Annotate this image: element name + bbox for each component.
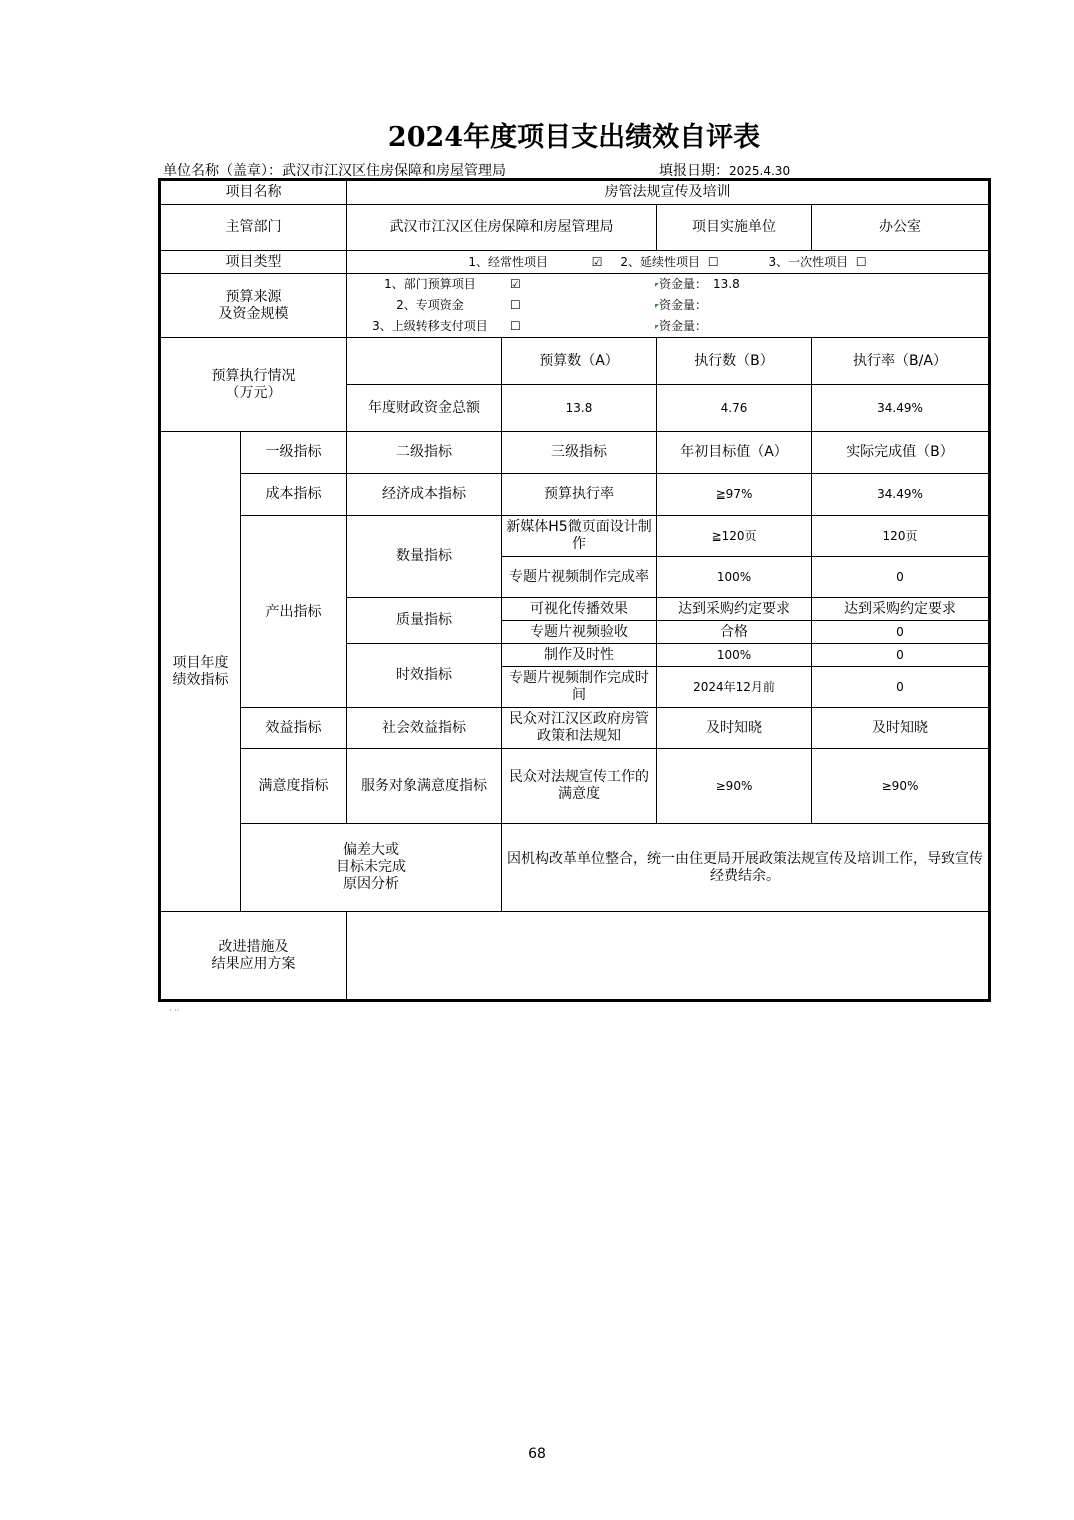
row-department [161, 205, 989, 251]
funding-source-3: 3、上级转移支付项目 ☐ [372, 319, 521, 333]
deviation-label-line3: 原因分析 [343, 876, 399, 892]
date-line [659, 162, 790, 180]
date-value: 2025.4.30 [729, 164, 791, 178]
execution-rate: 34.49% [812, 385, 989, 432]
benefit-level1: 效益指标 [241, 708, 347, 749]
funding-amount-1-value: 13.8 [713, 277, 740, 291]
impl-unit-value: 办公室 [812, 205, 989, 251]
indicators-label [161, 432, 241, 912]
quantity-1-actual: 120页 [812, 516, 989, 557]
satisfaction-level3: 民众对法规宣传工作的满意度 [502, 749, 657, 824]
funding-label-line2: 及资金规模 [218, 305, 289, 322]
project-type-label: 项目类型 [161, 251, 347, 274]
cost-level1: 成本指标 [241, 474, 347, 516]
quality-1-target: 达到采购约定要求 [657, 598, 812, 621]
improvement-label-line1: 改进措施及 [218, 938, 289, 955]
quality-label: 质量指标 [347, 598, 502, 644]
quality-2-level3: 专题片视频验收 [502, 621, 657, 644]
unit-line [163, 162, 506, 180]
quality-2-target: 合格 [657, 621, 812, 644]
col-actual: 执行数（B） [657, 338, 812, 385]
deviation-label-line1: 偏差大或 [343, 842, 399, 858]
execution-label-line2: （万元） [225, 384, 282, 401]
funding-amount-3: 资金量： [655, 316, 988, 337]
improvement-label-line2: 结果应用方案 [211, 955, 296, 972]
benefit-level3: 民众对江汉区政府房管政策和法规知 [502, 708, 657, 749]
head-level2: 二级指标 [347, 432, 502, 474]
deviation-label-line2: 目标未完成 [336, 859, 406, 875]
improvement-label [161, 912, 347, 1000]
funding-checkbox-3: ☐ [510, 319, 521, 333]
unit-value: 武汉市江汉区住房保障和房屋管理局 [282, 163, 506, 179]
row-indicator-header [161, 432, 989, 474]
head-level1: 一级指标 [241, 432, 347, 474]
quantity-2-actual: 0 [812, 557, 989, 598]
output-level1: 产出指标 [241, 516, 347, 708]
funding-sources [347, 274, 989, 338]
execution-budget: 13.8 [502, 385, 657, 432]
page-title: 2024年度项目支出绩效自评表 [387, 122, 761, 153]
unit-label: 单位名称（盖章）： [163, 163, 282, 179]
evaluation-table [160, 180, 989, 1000]
row-cost [161, 474, 989, 516]
deviation-value: 因机构改革单位整合，统一由住更局开展政策法规宣传及培训工作，导致宣传经费结余。 [502, 824, 989, 912]
project-name-label: 项目名称 [161, 181, 347, 205]
quantity-2-level3: 专题片视频制作完成率 [502, 557, 657, 598]
impl-unit-label: 项目实施单位 [657, 205, 812, 251]
cost-level3: 预算执行率 [502, 474, 657, 516]
funding-amount-1: 资金量： 13.8 [655, 274, 988, 295]
row-deviation [161, 824, 989, 912]
time-1-target: 100% [657, 644, 812, 667]
head-actual: 实际完成值（B） [812, 432, 989, 474]
head-level3: 三级指标 [502, 432, 657, 474]
quality-1-level3: 可视化传播效果 [502, 598, 657, 621]
time-2-level3: 专题片视频制作完成时间 [502, 667, 657, 708]
funding-amount-2: 资金量： [655, 295, 988, 316]
benefit-actual: 及时知晓 [812, 708, 989, 749]
funding-checkbox-1: ☑ [510, 277, 521, 291]
type-checkbox-1: ☑ [591, 254, 603, 269]
funding-source-2: 2、专项资金 ☐ [396, 298, 521, 312]
quantity-1-level3: 新媒体H5微页面设计制作 [502, 516, 657, 557]
funding-source-1: 1、部门预算项目 ☑ [384, 277, 521, 291]
project-type-options [347, 251, 989, 274]
row-funding [161, 274, 989, 338]
quantity-label: 数量指标 [347, 516, 502, 598]
execution-label-line1: 预算执行情况 [211, 367, 296, 384]
time-2-actual: 0 [812, 667, 989, 708]
type-checkbox-2: ☐ [707, 254, 719, 269]
quality-2-actual: 0 [812, 621, 989, 644]
deviation-label [241, 824, 502, 912]
row-benefit [161, 708, 989, 749]
stray-mark: · ·· [169, 1006, 180, 1015]
satisfaction-level2: 服务对象满意度指标 [347, 749, 502, 824]
indicators-label-line1: 项目年度 [172, 654, 229, 671]
cost-target: ≧97% [657, 474, 812, 516]
col-rate: 执行率（B/A） [812, 338, 989, 385]
row-project-name [161, 181, 989, 205]
benefit-target: 及时知晓 [657, 708, 812, 749]
funding-label [161, 274, 347, 338]
department-label: 主管部门 [161, 205, 347, 251]
department-value: 武汉市江汉区住房保障和房屋管理局 [347, 205, 657, 251]
quantity-1-target: ≧120页 [657, 516, 812, 557]
execution-blank [347, 338, 502, 385]
execution-label [161, 338, 347, 432]
time-2-target: 2024年12月前 [657, 667, 812, 708]
benefit-level2: 社会效益指标 [347, 708, 502, 749]
row-execution-header [161, 338, 989, 385]
date-label: 填报日期： [659, 163, 729, 179]
row-improvement [161, 912, 989, 1000]
satisfaction-actual: ≥90% [812, 749, 989, 824]
time-1-actual: 0 [812, 644, 989, 667]
time-1-level3: 制作及时性 [502, 644, 657, 667]
col-budget: 预算数（A） [502, 338, 657, 385]
satisfaction-target: ≥90% [657, 749, 812, 824]
project-name-value: 房管法规宣传及培训 [347, 181, 989, 205]
execution-actual: 4.76 [657, 385, 812, 432]
quality-1-actual: 达到采购约定要求 [812, 598, 989, 621]
funding-checkbox-2: ☐ [510, 298, 521, 312]
timeliness-label: 时效指标 [347, 644, 502, 708]
improvement-value [347, 912, 989, 1000]
cost-actual: 34.49% [812, 474, 989, 516]
satisfaction-level1: 满意度指标 [241, 749, 347, 824]
type-option-1: 1、经常性项目 [468, 254, 548, 269]
cost-level2: 经济成本指标 [347, 474, 502, 516]
row-satisfaction [161, 749, 989, 824]
row-output-quantity-1 [161, 516, 989, 557]
type-option-2: 2、延续性项目 [620, 254, 701, 269]
head-target: 年初目标值（A） [657, 432, 812, 474]
funding-label-line1: 预算来源 [225, 288, 282, 305]
page-number: 68 [528, 1446, 546, 1462]
type-checkbox-3: ☐ [855, 254, 867, 269]
execution-row-label: 年度财政资金总额 [347, 385, 502, 432]
indicators-label-line2: 绩效指标 [172, 671, 229, 688]
row-project-type [161, 251, 989, 274]
type-option-3: 3、一次性项目 [768, 254, 849, 269]
quantity-2-target: 100% [657, 557, 812, 598]
